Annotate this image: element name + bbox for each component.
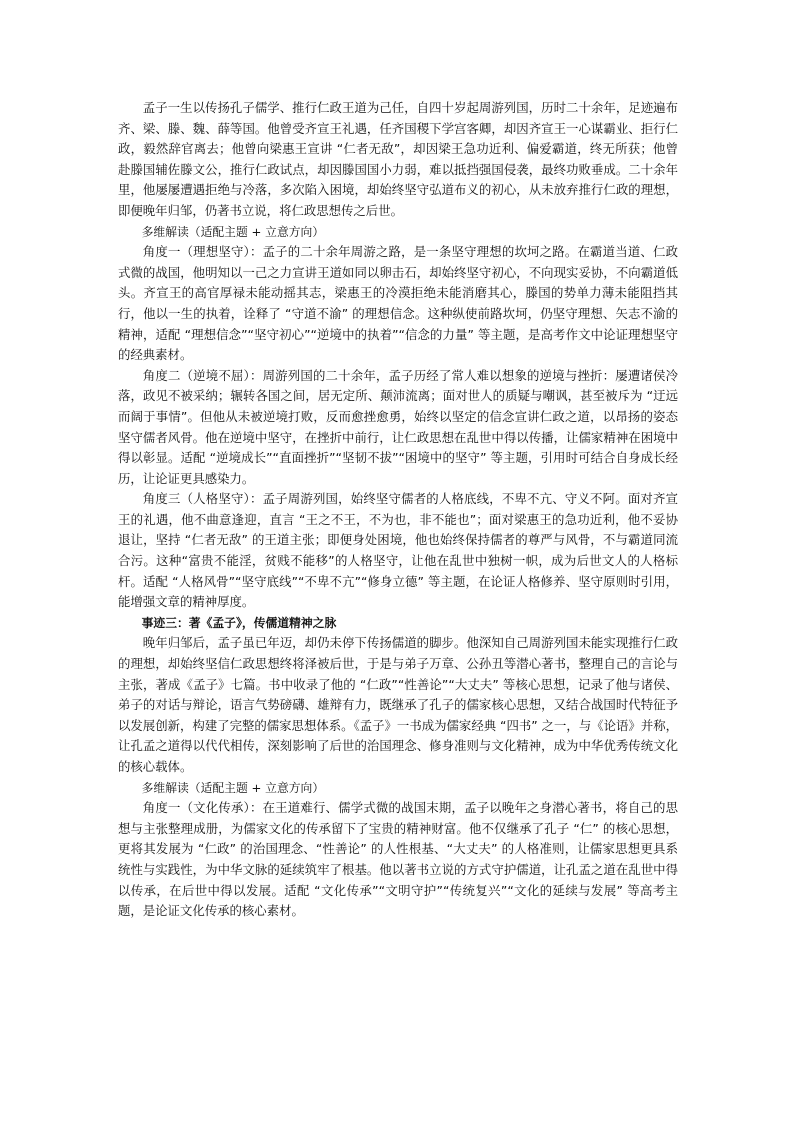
paragraph-angle-ideal bbox=[118, 242, 678, 366]
paragraph-angle-adversity bbox=[118, 366, 678, 490]
angle-label: 角度三（人格坚守）： bbox=[142, 491, 263, 507]
angle-label: 角度一（文化传承）： bbox=[142, 800, 263, 816]
section-heading-deed-three: 事迹三：著《孟子》，传儒道精神之脉 bbox=[141, 615, 337, 630]
angle-text: 孟子周游列国，始终坚守儒者的人格底线，不卑不亢、守义不阿。面对齐宣王的礼遇，他不曲意逢迎，直言 “王之不王，不为也，非不能也”；面对梁惠王的急功近利，他不妥协退让，坚持 “仁者无敌” 的王道主张；即便身处困境，他也始终保持儒者的尊严与风骨，不与霸道同流合污。这种“富贵不能淫，贫贱不能移”的人格坚守，让他在乱世中独树一帜，成为后世文人的人格标杆。适配 “人格风骨”“坚守底线”“不卑不亢”“修身立德” 等主题，在论证人格修养、坚守原则时引用，能增强文章的精神厚度。 bbox=[118, 491, 679, 610]
paragraph-angle-character bbox=[118, 489, 678, 613]
angle-label: 角度二（逆境不屈）： bbox=[142, 367, 263, 383]
angle-text: 周游列国的二十余年，孟子历经了常人难以想象的逆境与挫折：屡遭诸侯冷落，政见不被采纳；辗转各国之间，居无定所、颠沛流离；面对世人的质疑与嘲讽，甚至被斥为 “迂远而阔于事情”。但他从未被逆境打败，反而愈挫愈勇，始终以坚定的信念宣讲仁政之道，以昂扬的姿态坚守儒者风骨。他在逆境中坚守，在挫折中前行，让仁政思想在乱世中得以传播，让儒家精神在困境中得以彰显。适配 “逆境成长”“直面挫折”“坚韧不拔”“困境中的坚守” 等主题，引用时可结合自身成长经历，让论证更具感染力。 bbox=[118, 367, 679, 486]
section-heading-interpretation: 多维解读（适配主题 + 立意方向） bbox=[141, 780, 325, 795]
section-heading-interpretation: 多维解读（适配主题 + 立意方向） bbox=[141, 224, 325, 239]
angle-text: 在王道难行、儒学式微的战国末期，孟子以晚年之身潜心著书，将自己的思想与主张整理成册，为儒家文化的传承留下了宝贵的精神财富。他不仅继承了孔子 “仁” 的核心思想，更将其发展为 “仁政” 的治国理念、“性善论” 的人性根基、“大丈夫” 的人格准则，让儒家思想更具系统性与实践性，为中华文脉的延续筑牢了根基。他以著书立说的方式守护儒道，让孔孟之道在乱世中得以传承，在后世中得以发展。适配 “文化传承”“文明守护”“传统复兴”“文化的延续与发展” 等高考主题，是论证文化传承的核心素材。 bbox=[118, 800, 679, 919]
angle-text: 孟子的二十余年周游之路，是一条坚守理想的坎坷之路。在霸道当道、仁政式微的战国，他明知以一己之力宣讲王道如同以卵击石，却始终坚守初心，不向现实妥协，不向霸道低头。齐宣王的高官厚禄未能动摇其志，梁惠王的冷漠拒绝未能消磨其心，滕国的势单力薄未能阻挡其行，他以一生的执着，诠释了 “守道不渝” 的理想信念。这种纵使前路坎坷，仍坚守理想、矢志不渝的精神，适配 “理想信念”“坚守初心”“逆境中的执着”“信念的力量” 等主题，是高考作文中论证理想坚守的经典素材。 bbox=[118, 244, 679, 363]
paragraph-writing-mencius: 晚年归邹后，孟子虽已年迈，却仍未停下传扬儒道的脚步。他深知自己周游列国未能实现推行仁政的理想，却始终坚信仁政思想终将泽被后世，于是与弟子万章、公孙丑等潜心著书，整理自己的言论与主张，著成《孟子》七篇。书中收录了他的 “仁政”“性善论”“大丈夫” 等核心思想，记录了他与诸侯、弟子的对话与辩论，语言气势磅礴、雄辩有力，既继承了孔子的儒家核心思想，又结合战国时代特征予以发展创新，构建了完整的儒家思想体系。《孟子》一书成为儒家经典 “四书” 之一，与《论语》并称，让孔孟之道得以代代相传，深刻影响了后世的治国理念、修身准则与文化精神，成为中华优秀传统文化的核心载体。 bbox=[118, 635, 678, 774]
document-body bbox=[118, 98, 678, 922]
angle-label: 角度一（理想坚守）： bbox=[142, 244, 263, 260]
paragraph-angle-cultural-heritage bbox=[118, 798, 678, 922]
paragraph-mencius-travels: 孟子一生以传扬孔子儒学、推行仁政王道为己任，自四十岁起周游列国，历时二十余年，足迹遍布齐、梁、滕、魏、薛等国。他曾受齐宣王礼遇，任齐国稷下学宫客卿，却因齐宣王一心谋霸业、拒行仁政，毅然辞官离去；他曾向梁惠王宣讲 “仁者无敌”，却因梁王急功近利、偏爱霸道，终无所获；他曾赴滕国辅佐滕文公，推行仁政试点，却因滕国国小力弱，难以抵挡强国侵袭，最终功败垂成。二十余年里，他屡屡遭遇拒绝与冷落，多次陷入困境，却始终坚守弘道布义的初心，从未放弃推行仁政的理想，即便晚年归邹，仍著书立说，将仁政思想传之后世。 bbox=[118, 100, 678, 218]
